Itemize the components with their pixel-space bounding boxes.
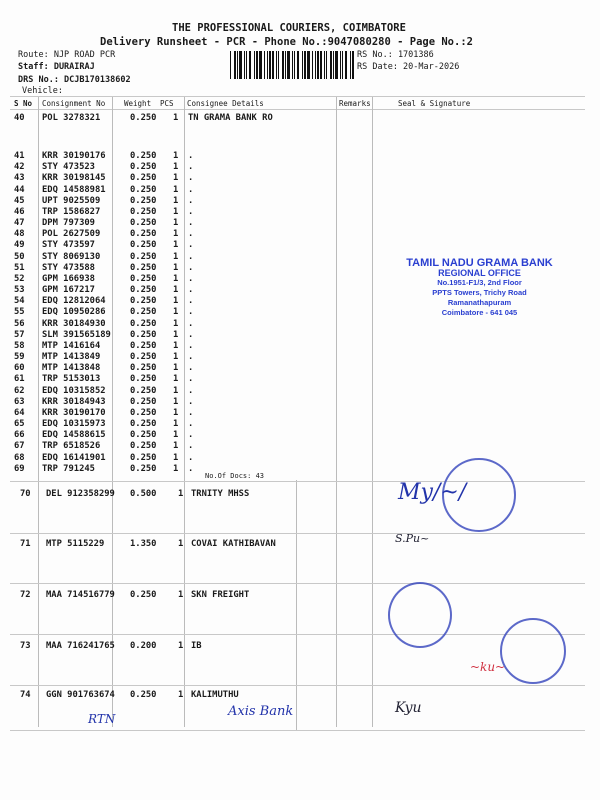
col-pcs: PCS xyxy=(160,99,174,108)
bank-rubber-stamp: TAMIL NADU GRAMA BANK REGIONAL OFFICE No.1951-F1/3, 2nd Floor PPTS Towers, Trichy Road Ramanathapuram Coimbatore - 641 045 xyxy=(406,257,553,317)
col-weight: Weight xyxy=(124,99,152,108)
col-remarks: Remarks xyxy=(339,99,371,108)
signature: Kyu xyxy=(395,700,422,716)
col-sno: S No xyxy=(14,99,33,108)
barcode xyxy=(230,51,355,79)
route: Route: NJP ROAD PCR xyxy=(18,50,116,60)
signature: My/~/ xyxy=(398,480,467,505)
runsheet-subtitle: Delivery Runsheet - PCR - Phone No.:9047080280 - Page No.:2 xyxy=(100,36,473,48)
company-title: THE PROFESSIONAL COURIERS, COIMBATORE xyxy=(172,22,406,34)
vehicle: Vehicle: xyxy=(22,86,63,96)
handwritten-remark-rtn: RTN xyxy=(88,712,116,726)
staff: Staff: DURAIRAJ xyxy=(18,62,95,72)
signature: S.Pu~ xyxy=(395,532,430,545)
no-of-docs: No.Of Docs: 43 xyxy=(205,472,265,480)
handwritten-note-axis-bank: Axis Bank xyxy=(228,704,294,719)
runsheet-page: THE PROFESSIONAL COURIERS, COIMBATORE Delivery Runsheet - PCR - Phone No.:9047080280 - Page No.:2 Route: NJP ROAD PCR Staff: DURAIRAJ DRS No.: DCJB170138602 Vehicle: RS No.: 1701386 RS Date: 20-Mar-2026 S No Consignment No Weight PCS Consignee Details Remarks Seal & Signature 40 POL 3278321 0.250 1 TN GRAMA BANK RO 41 KRR 30190176 0.250 1 . 42 STY 473523 0.250 1 . 43 KRR 30198145 0.250 1 . 44 EDQ 14588981 0.250 1 . 45 UPT 9025509 0.250 1 . 46 TRP 1586827 0.250 1 . 47 DPM 797309 0.250 1 . 48 POL 2627509 0.250 1 . 49 STY 473597 0.250 1 . 50 STY 8069130 0.250 1 . 51 STY 473588 0.250 1 . 52 GPM 166938 0.250 1 . 53 GPM 167217 0.250 1 . 54 EDQ 12812064 0.250 1 . 55 EDQ 10950286 0.250 1 . 56 KRR 30184930 0.250 1 . 57 SLM 391565189 0.250 1 . 58 MTP 1416164 0.250 1 . 59 MTP 1413849 0.250 1 . 60 MTP 1413848 0.250 1 . 61 TRP 5153013 0.250 1 . 62 EDQ 10315852 0.250 1 . 63 KRR 30184943 0.250 1 . 64 KRR 30190170 0.250 1 . 65 EDQ 10315973 0.250 1 . 66 EDQ 14588615 0.250 1 . 67 TRP 6518526 0.250 1 . 68 EDQ 16141901 0.250 1 . 69 TRP 791245 0.250 1 . No.Of Docs: 43 70 DEL 912358299 0.500 1 TRNITY MHSS 71 MTP 5115229 1.350 1 COVAI KATHIBAVAN 72 MAA 714516779 0.250 1 SKN FREIGHT 73 MAA 716241765 0.200 1 IB 74 GGN 901763674 0.250 1 KALIMUTHU TAMIL NADU GRAMA BANK REGIONAL OFFICE No.1951-F1/3, 2nd Floor PPTS Towers, Trichy Road Ramanathapuram Coimbatore - 641 045 My/~/ S.Pu~ ~ku~ Kyu RTN Axis Bank xyxy=(0,0,600,800)
company-seal-stamp xyxy=(388,582,452,648)
col-seal: Seal & Signature xyxy=(398,99,471,108)
col-consignment: Consignment No xyxy=(42,99,106,108)
drs-number: DRS No.: DCJB170138602 xyxy=(18,75,131,85)
signature: ~ku~ xyxy=(470,660,506,674)
rs-number: RS No.: 1701386 xyxy=(357,50,434,60)
rs-date: RS Date: 20-Mar-2026 xyxy=(357,62,460,72)
bank-seal-stamp xyxy=(500,618,566,684)
col-consignee: Consignee Details xyxy=(187,99,264,108)
